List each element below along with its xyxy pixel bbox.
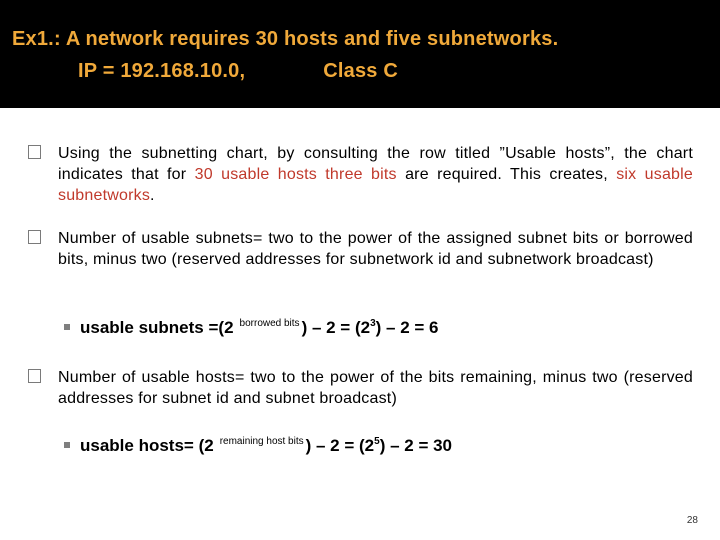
formula-subnets-exponent: 3 [370,318,376,329]
ip-class: Class C [323,60,399,82]
bullet-text-3: Number of usable hosts= two to the power of the bits remaining, minus two (reserved addresses for subnet id and subnet broadcast) [58,369,693,407]
bullet-text-2: Number of usable subnets= two to the power of the assigned subnet bits or borrowed bits, minus two (reserved addresses for subnetwork id and subnetwork broadcast) [58,230,693,268]
bullet-text-1 [58,143,693,206]
slide-subtitle [78,60,398,83]
title-band [0,0,720,108]
bullet-item-2 [28,228,693,270]
bullet-box-icon [28,369,41,383]
page-number: 28 [686,515,698,526]
bullet-1-highlight-subnets: six usable subnetworks [58,166,693,204]
slide-title: Ex1.: A network requires 30 hosts and five subnetworks. [12,28,559,50]
formula-subnets-prefix: usable subnets =(2 [80,318,234,337]
formula-hosts-exponent-label: remaining host bits [219,436,304,447]
formula-hosts [64,436,452,456]
bullet-item-3 [28,367,693,409]
bullet-item-1 [28,143,693,206]
formula-hosts-result: ) – 2 = 30 [379,436,453,455]
formula-subnets-middle: ) – 2 = (2 [301,318,371,337]
formula-subnets [64,318,439,338]
bullet-1-part1: Using the subnetting chart, by consulting the row titled ”Usable hosts”, the chart indicates that for [58,145,693,183]
square-bullet-icon [64,442,70,448]
bullet-1-part3: . [150,187,155,204]
formula-subnets-exponent-label: borrowed bits [239,318,300,329]
bullet-box-icon [28,145,41,159]
formula-hosts-prefix: usable hosts= (2 [80,436,214,455]
bullet-1-highlight-hosts: 30 usable hosts three bits [194,166,397,183]
bullet-1-part2: are required. This creates, [396,166,617,183]
bullet-box-icon [28,230,41,244]
formula-hosts-exponent: 5 [374,436,380,447]
ip-address: IP = 192.168.10.0, [78,60,246,82]
formula-subnets-result: ) – 2 = 6 [375,318,439,337]
formula-hosts-middle: ) – 2 = (2 [305,436,375,455]
square-bullet-icon [64,324,70,330]
